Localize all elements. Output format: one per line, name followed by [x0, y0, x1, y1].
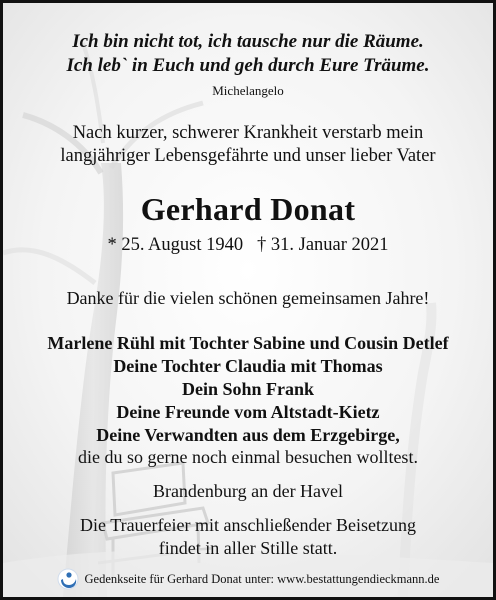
life-dates: * 25. August 1940 † 31. Januar 2021 — [107, 235, 389, 255]
mourners-note: die du so gerne noch einmal besuchen wolltest. — [78, 447, 418, 467]
mourner-line: Dein Sohn Frank — [181, 379, 315, 399]
thanks-line: Danke für die vielen schönen gemeinsamen Jahre! — [66, 288, 430, 308]
mourner-line: Deine Freunde vom Altstadt-Kietz — [116, 402, 380, 422]
location-line: Brandenburg an der Havel — [152, 481, 344, 501]
deceased-name: Gerhard Donat — [140, 191, 356, 227]
intro-line-2: langjähriger Lebensgefährte und unser lieber Vater — [60, 146, 436, 166]
memorial-page-text: Gedenkseite für Gerhard Donat unter: www.bestattungendieckmann.de — [84, 571, 440, 586]
mourner-line: Marlene Rühl mit Tochter Sabine und Cousin Detlef — [47, 333, 449, 353]
intro-line-1: Nach kurzer, schwerer Krankheit verstarb mein — [72, 123, 424, 143]
ceremony-line-1: Die Trauerfeier mit anschließender Beisetzung — [80, 515, 416, 535]
quote-line-1: Ich bin nicht tot, ich tausche nur die Räume. — [72, 31, 424, 52]
memorial-page-footer — [3, 566, 493, 592]
quote-line-2: Ich leb` in Euch und geh durch Eure Träume. — [66, 55, 430, 76]
mourner-line: Deine Tochter Claudia mit Thomas — [113, 356, 383, 376]
ceremony-line-2: findet in aller Stille statt. — [158, 538, 338, 558]
blue-swirl-logo-icon — [57, 568, 79, 590]
mourner-line: Deine Verwandten aus dem Erzgebirge, — [96, 425, 400, 445]
quote-author: Michelangelo — [212, 83, 284, 98]
